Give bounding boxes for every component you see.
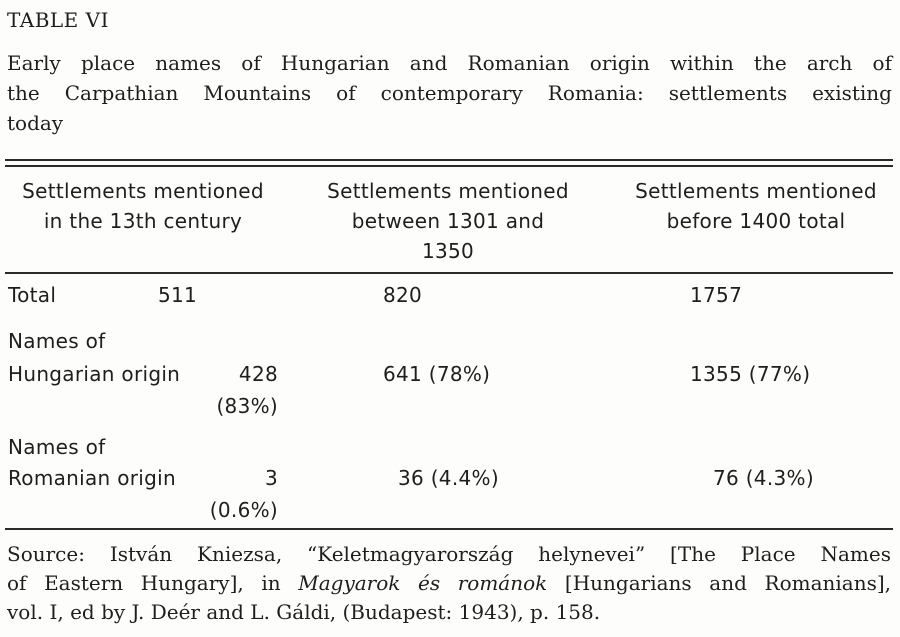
source-book-title: Magyarok és románok — [298, 571, 548, 595]
source-line-2-end: [Hungarians and Romanians], — [547, 571, 891, 595]
caption-line-1: Early place names of Hungarian and Romanian origin within the arch of — [7, 51, 892, 75]
total-13th-century: 511 — [158, 283, 198, 307]
source-note — [7, 540, 891, 627]
top-rule-1 — [5, 159, 893, 161]
source-line-1: Source: István Kniezsa, “Keletmagyarország helynevei” [The Place Names — [7, 542, 891, 566]
column-header-before-1400 — [612, 176, 900, 236]
column-header-1301-1350 — [300, 176, 596, 266]
table-label: TABLE VI — [7, 8, 109, 32]
header-rule — [5, 272, 893, 274]
source-line-2-start: of Eastern Hungary], in — [7, 571, 299, 595]
hungarian-13th-century-percent: (83%) — [216, 394, 278, 418]
source-line-2 — [7, 569, 891, 598]
row-label-hungarian-line-1: Names of — [8, 329, 106, 353]
romanian-before-1400: 76 (4.3%) — [713, 466, 814, 490]
header-1-line-1: Settlements mentioned — [22, 179, 264, 203]
header-2-line-2: between 1301 and — [351, 209, 545, 233]
romanian-13th-century: 3 — [264, 466, 278, 490]
table-caption — [7, 48, 892, 138]
caption-line-3: today — [7, 111, 64, 135]
row-label-romanian-line-1: Names of — [8, 435, 106, 459]
top-rule-2 — [5, 165, 893, 167]
source-line-3: vol. I, ed by J. Deér and L. Gáldi, (Budapest: 1943), p. 158. — [7, 600, 601, 624]
romanian-13th-century-percent: (0.6%) — [209, 498, 278, 522]
row-label-romanian-line-2: Romanian origin — [8, 466, 176, 490]
header-3-line-2: before 1400 total — [666, 209, 846, 233]
caption-line-2: the Carpathian Mountains of contemporary Romania: settlements existing — [7, 81, 892, 105]
row-label-total: Total — [8, 283, 57, 307]
hungarian-before-1400: 1355 (77%) — [690, 362, 811, 386]
header-1-line-2: in the 13th century — [43, 209, 243, 233]
total-1301-1350: 820 — [383, 283, 423, 307]
column-header-13th-century — [4, 176, 282, 236]
header-2-line-3: 1350 — [421, 239, 475, 263]
row-label-hungarian-line-2: Hungarian origin — [8, 362, 181, 386]
header-2-line-1: Settlements mentioned — [327, 179, 569, 203]
romanian-1301-1350: 36 (4.4%) — [398, 466, 499, 490]
total-before-1400: 1757 — [690, 283, 743, 307]
hungarian-1301-1350: 641 (78%) — [383, 362, 491, 386]
bottom-rule — [5, 528, 893, 530]
header-3-line-1: Settlements mentioned — [635, 179, 877, 203]
hungarian-13th-century: 428 — [238, 362, 278, 386]
